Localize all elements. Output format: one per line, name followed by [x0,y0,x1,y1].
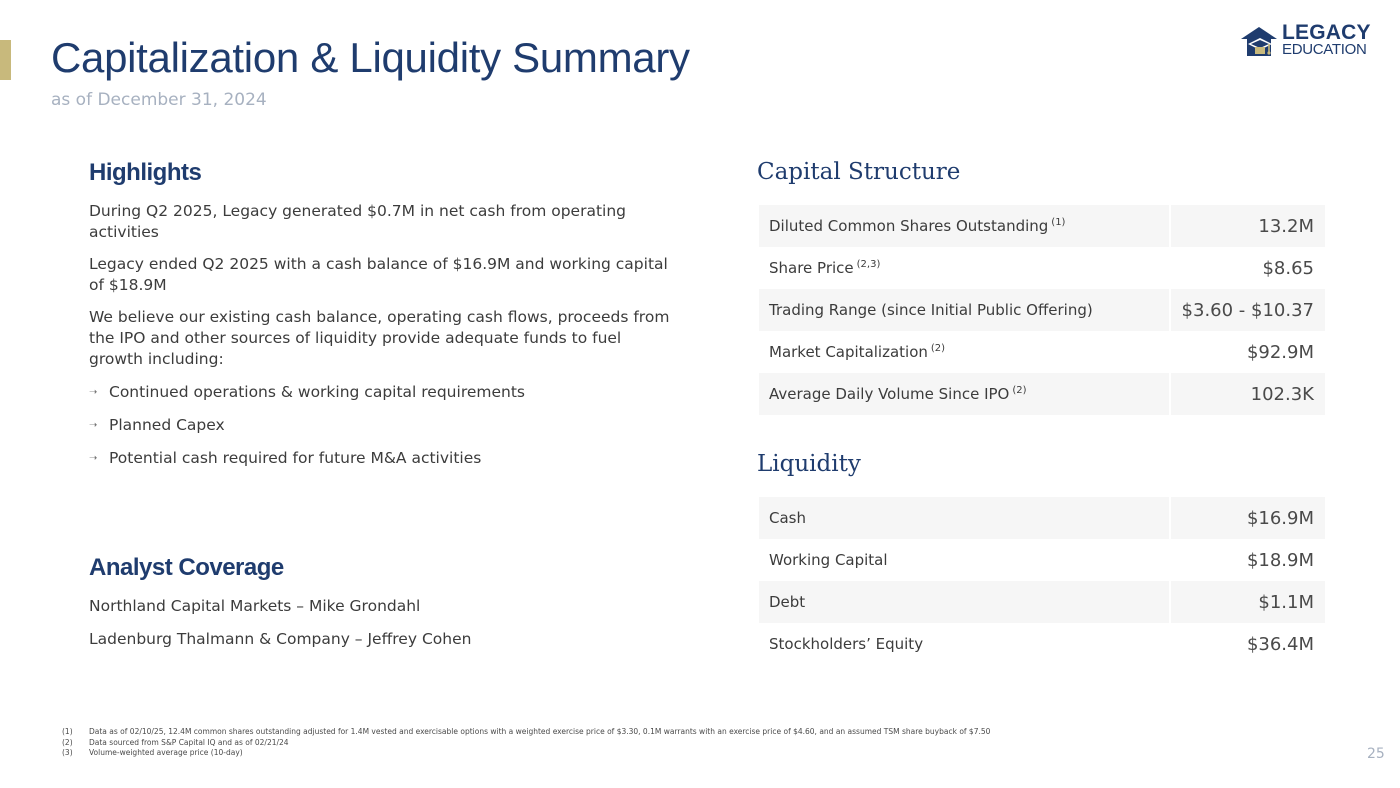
arrow-bullet-icon: ➝ [89,420,98,431]
bullet-text: Continued operations & working capital requirements [109,383,525,401]
footnote: (1) Data as of 02/10/25, 12.4M common shares outstanding adjusted for 1.4M vested and exercisable options with a weighted exercise price of $3.30, 0.1M warrants with an exercise price of $4.60, and an assumed TSM share buyback of $7.50 [62,727,991,736]
analyst-item: Ladenburg Thalmann & Company – Jeffrey Cohen [89,630,472,648]
row-label: Diluted Common Shares Outstanding $^{(1)}$ [769,216,1066,235]
logo-line2: EDUCATION [1282,41,1367,58]
analyst-coverage-section [89,554,679,650]
table-row [759,331,1325,373]
table-row [759,247,1325,289]
liquidity-heading: Liquidity [757,451,861,477]
bullet-text: Potential cash required for future M&A activities [109,449,482,467]
graduation-cap-house-icon [1238,24,1280,60]
capital-structure-heading: Capital Structure [757,159,961,185]
row-value: $8.65 [1169,247,1325,289]
footnote: (2) Data sourced from S&P Capital IQ and as of 02/21/24 [62,737,289,747]
page-number: 25 [1367,746,1385,762]
analyst-item: Northland Capital Markets – Mike Grondahl [89,597,421,615]
row-value: $36.4M [1169,623,1325,665]
table-row [759,539,1325,581]
table-row [759,373,1325,415]
row-label: Cash [769,509,806,527]
table-row [759,205,1325,247]
page-title: Capitalization & Liquidity Summary [51,34,690,81]
bullet-item [89,415,679,436]
footnote-ref: (2,3) [856,258,881,270]
highlights-paragraph: We believe our existing cash balance, operating cash flows, proceeds from the IPO and other sources of liquidity provide adequate funds to fuel growth including: [89,308,670,368]
row-label: Average Daily Volume Since IPO $^{(2)}$ [769,384,1027,403]
table-row [759,623,1325,665]
row-label: Market Capitalization $^{(2)}$ [769,342,946,361]
footnote-ref: (2) [930,342,946,354]
page-subtitle: as of December 31, 2024 [51,90,267,110]
bullet-item [89,382,679,403]
footnotes [62,727,990,759]
row-value: 102.3K [1169,373,1325,415]
highlights-paragraph: During Q2 2025, Legacy generated $0.7M in net cash from operating activities [89,202,627,241]
footnote-ref: (2) [1012,384,1027,396]
row-label: Share Price $^{(2,3)}$ [769,258,881,277]
analyst-coverage-heading: Analyst Coverage [89,554,284,581]
legacy-education-logo [1238,22,1374,62]
highlights-heading: Highlights [89,159,202,186]
table-row [759,497,1325,539]
bullet-text: Planned Capex [109,416,225,434]
row-value: $3.60 - $10.37 [1169,289,1325,331]
row-label: Trading Range (since Initial Public Offering) [769,301,1093,319]
row-label: Stockholders’ Equity [769,635,924,653]
footnote-ref: (1) [1051,216,1066,228]
row-value: 13.2M [1169,205,1325,247]
row-value: $16.9M [1169,497,1325,539]
highlights-paragraph: Legacy ended Q2 2025 with a cash balance of $16.9M and working capital of $18.9M [89,255,668,294]
highlights-section [89,159,679,481]
arrow-bullet-icon: ➝ [89,453,98,464]
highlights-bullet-list [89,382,679,469]
capital-structure-table [759,205,1325,415]
liquidity-table [759,497,1325,665]
logo-line1: LEGACY [1282,21,1371,44]
bullet-item [89,448,679,469]
footnote: (3) Volume-weighted average price (10-day) [62,748,243,757]
title-accent-bar [0,40,11,80]
table-row [759,581,1325,623]
arrow-bullet-icon: ➝ [89,387,98,398]
table-row [759,289,1325,331]
row-label: Debt [769,593,806,611]
row-value: $18.9M [1169,539,1325,581]
row-value: $1.1M [1169,581,1325,623]
row-label: Working Capital [769,551,888,569]
row-value: $92.9M [1169,331,1325,373]
